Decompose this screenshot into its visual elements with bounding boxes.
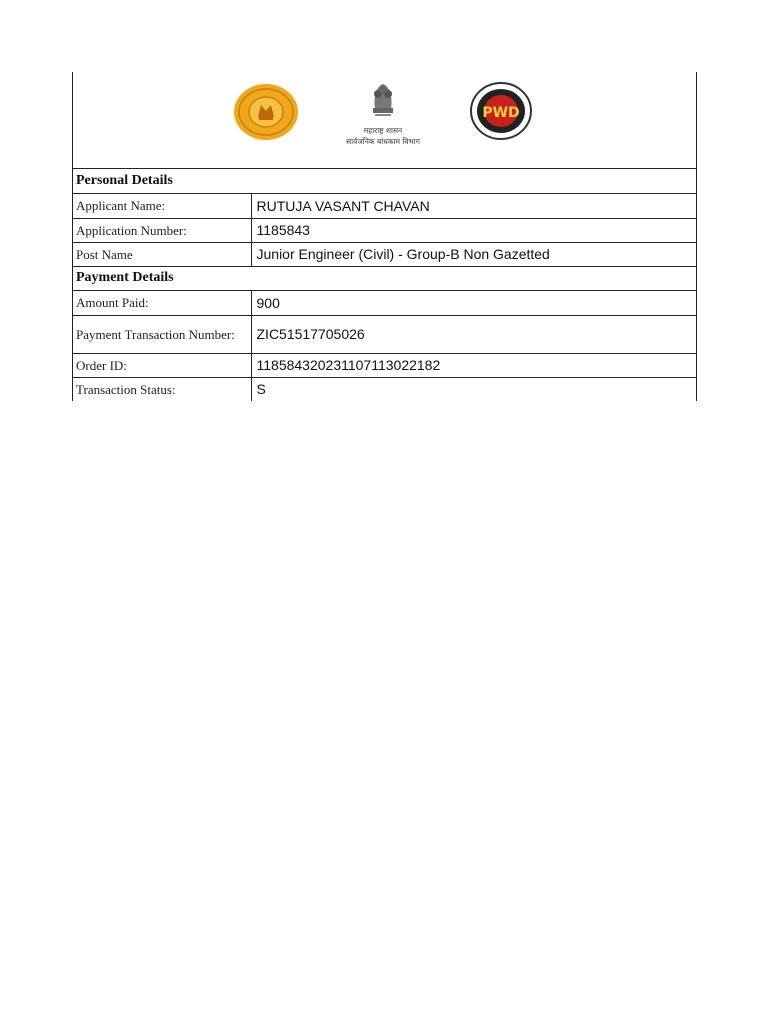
payment-details-heading: Payment Details bbox=[73, 266, 696, 290]
table-row bbox=[73, 290, 696, 315]
transaction-status-label: Transaction Status: bbox=[73, 377, 251, 401]
order-id-value: 118584320231107113022182 bbox=[251, 353, 696, 377]
receipt-sheet bbox=[72, 72, 697, 401]
post-name-value: Junior Engineer (Civil) - Group-B Non Gazetted bbox=[251, 242, 696, 266]
payment-transaction-number-value: ZIC51517705026 bbox=[251, 315, 696, 353]
payment-transaction-number-label: Payment Transaction Number: bbox=[73, 315, 251, 353]
application-number-value: 1185843 bbox=[251, 218, 696, 242]
table-row bbox=[73, 242, 696, 266]
post-name-label: Post Name bbox=[73, 242, 251, 266]
order-id-label: Order ID: bbox=[73, 353, 251, 377]
details-table bbox=[73, 169, 696, 401]
applicant-name-value: RUTUJA VASANT CHAVAN bbox=[251, 193, 696, 218]
pwd-logo bbox=[468, 82, 534, 140]
table-row bbox=[73, 193, 696, 218]
table-row bbox=[73, 315, 696, 353]
amount-paid-label: Amount Paid: bbox=[73, 290, 251, 315]
table-row bbox=[73, 218, 696, 242]
table-row bbox=[73, 377, 696, 401]
transaction-status-value: S bbox=[256, 381, 266, 398]
maharashtra-seal-logo bbox=[233, 83, 299, 141]
pwd-logo-text: PWD bbox=[482, 105, 520, 121]
table-row bbox=[73, 353, 696, 377]
department-caption-line2: सार्वजनिक बांधकाम विभाग bbox=[346, 137, 420, 146]
personal-details-heading: Personal Details bbox=[73, 169, 696, 193]
logo-header bbox=[73, 72, 696, 169]
applicant-name-label: Applicant Name: bbox=[73, 193, 251, 218]
application-number-label: Application Number: bbox=[73, 218, 251, 242]
national-emblem-logo bbox=[335, 78, 431, 148]
department-caption-line1: महाराष्ट्र शासन bbox=[363, 126, 403, 135]
amount-paid-value: 900 bbox=[251, 290, 696, 315]
